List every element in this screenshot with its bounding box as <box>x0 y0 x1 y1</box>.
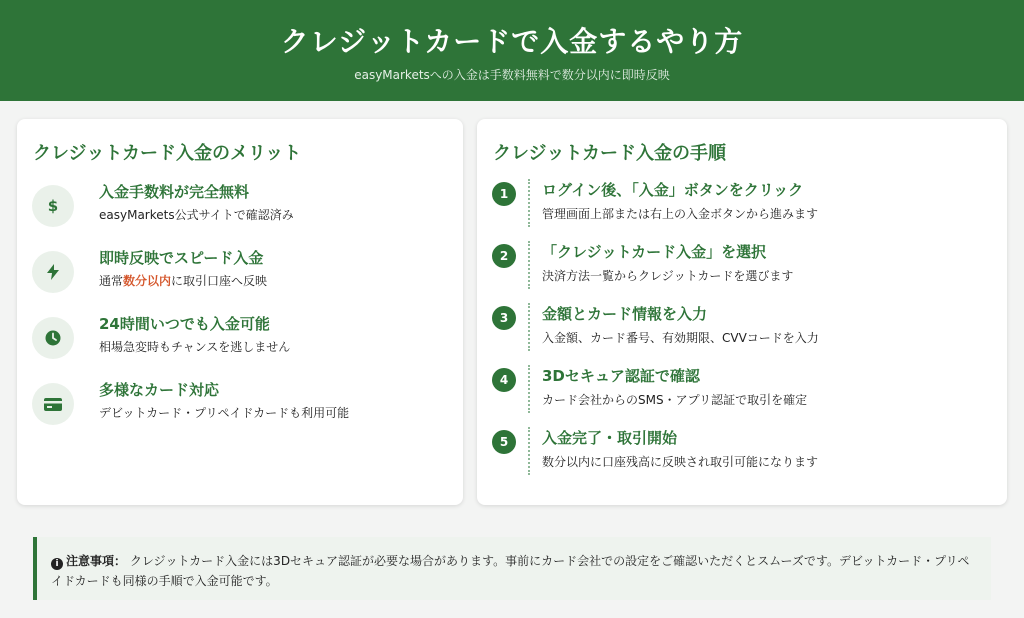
merit-item <box>32 181 452 231</box>
svg-text:$: $ <box>47 197 59 215</box>
step-divider <box>528 303 530 351</box>
step-number: 3 <box>492 306 516 330</box>
merit-item <box>32 247 452 297</box>
merit-item <box>32 313 452 363</box>
merit-title: 即時反映でスピード入金 <box>99 249 264 267</box>
merits-title: クレジットカード入金のメリット <box>33 143 302 164</box>
merit-title: 24時間いつでも入金可能 <box>99 315 270 333</box>
merit-title: 入金手数料が完全無料 <box>99 183 250 201</box>
info-icon: i <box>51 558 63 570</box>
step-item <box>492 427 992 477</box>
page-subtitle: easyMarketsへの入金は手数料無料で数分以内に即時反映 <box>354 68 670 82</box>
credit-card-icon <box>32 383 74 425</box>
step-number: 5 <box>492 430 516 454</box>
step-title: 入金完了・取引開始 <box>542 429 678 447</box>
notice-box <box>33 537 991 600</box>
merit-desc-highlight: 数分以内 <box>123 274 172 288</box>
step-divider <box>528 179 530 227</box>
step-item <box>492 303 992 353</box>
clock-icon <box>32 317 74 359</box>
merit-title: 多様なカード対応 <box>99 381 220 399</box>
step-item <box>492 365 992 415</box>
step-desc: 入金額、カード番号、有効期限、CVVコードを入力 <box>542 331 819 345</box>
merits-card <box>17 119 463 505</box>
dollar-icon <box>32 185 74 227</box>
lightning-icon <box>32 251 74 293</box>
merit-desc <box>99 272 267 289</box>
step-desc: カード会社からのSMS・アプリ認証で取引を確定 <box>542 393 808 407</box>
step-divider <box>528 241 530 289</box>
step-desc: 管理画面上部または右上の入金ボタンから進みます <box>542 207 819 221</box>
merit-desc: easyMarkets公式サイトで確認済み <box>99 208 294 222</box>
merit-desc-post: に取引口座へ反映 <box>171 274 268 288</box>
step-number: 4 <box>492 368 516 392</box>
merit-desc: デビットカード・プリペイドカードも利用可能 <box>99 406 350 420</box>
steps-card <box>477 119 1007 505</box>
step-title: 「クレジットカード入金」を選択 <box>542 243 767 261</box>
step-item <box>492 241 992 291</box>
step-desc: 数分以内に口座残高に反映され取引可能になります <box>542 455 819 469</box>
step-number: 2 <box>492 244 516 268</box>
merit-item <box>32 379 452 429</box>
step-desc: 決済方法一覧からクレジットカードを選びます <box>542 269 794 283</box>
notice-label: 注意事項： <box>66 554 127 568</box>
step-title: ログイン後、「入金」ボタンをクリック <box>542 181 804 199</box>
notice-text: クレジットカード入金には3Dセキュア認証が必要な場合があります。事前にカード会社での設定をご確認いただくとスムーズです。デビットカード・プリペイドカードも同様の手順で入金可能です。 <box>51 554 970 588</box>
step-item <box>492 179 992 229</box>
step-divider <box>528 365 530 413</box>
page-title: クレジットカードで入金するやり方 <box>280 25 744 58</box>
steps-title: クレジットカード入金の手順 <box>493 143 727 164</box>
step-title: 金額とカード情報を入力 <box>542 305 708 323</box>
step-number: 1 <box>492 182 516 206</box>
step-title: 3Dセキュア認証で確認 <box>542 367 700 385</box>
merit-desc-pre: 通常 <box>99 274 124 288</box>
page-header <box>0 0 1024 101</box>
step-divider <box>528 427 530 475</box>
merit-desc: 相場急変時もチャンスを逃しません <box>99 340 291 354</box>
